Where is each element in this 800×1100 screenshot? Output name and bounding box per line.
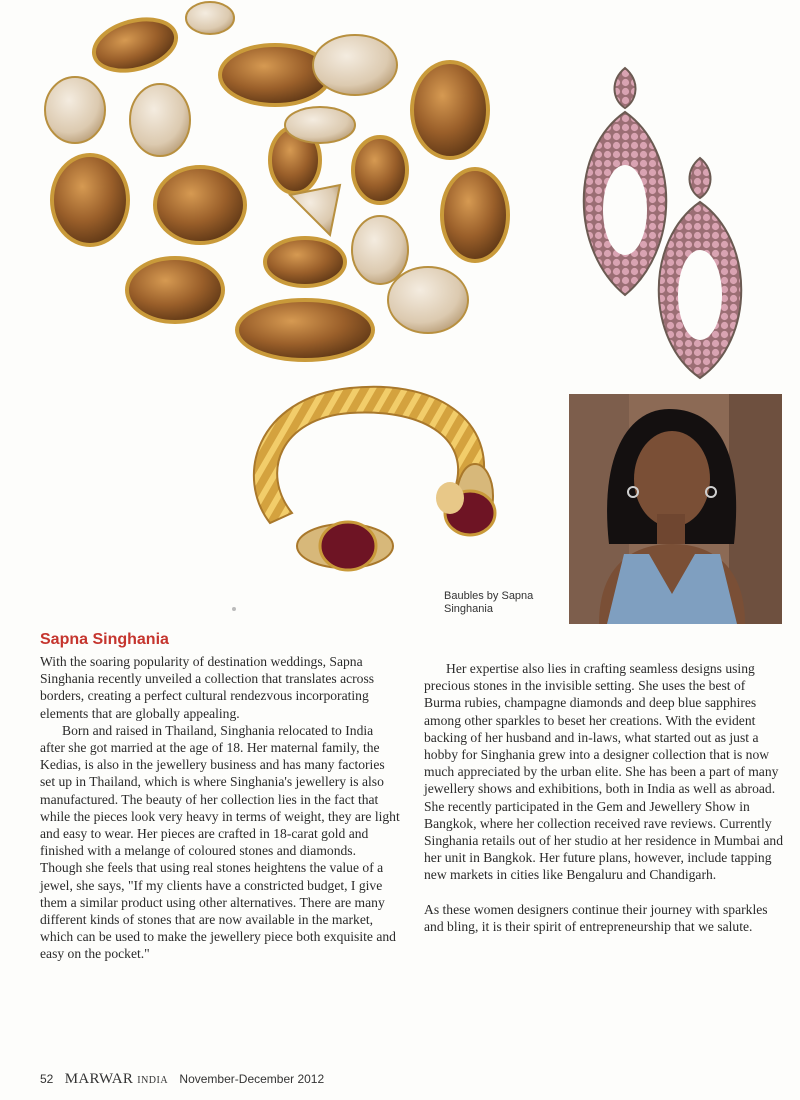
decorative-dot (232, 607, 236, 611)
issue-date: November-December 2012 (179, 1072, 325, 1086)
article-paragraph: With the soaring popularity of destination weddings, Sapna Singhania recently unveiled a collection that translates across borders, creating a perfect cultural rendezvous incorporating elements that are globally appealing. (40, 654, 375, 721)
necklace-image (40, 0, 560, 370)
article-paragraph: Born and raised in Thailand, Singhania relocated to India after she got married at the age of 18. Her maternal family, the Kedias, is also in the jewellery business and has many factories set up in Thailand, which is where Singhania's jewellery is also manufactured. The beauty of her collection lies in the fact that while the pieces look very heavy in terms of weight, they are light and easy to wear. Her pieces are crafted in 18-carat gold and finished with a melange of coloured stones and diamonds. Though she feels that using real stones heightens the value of a jewel, she says, "If my clients have a constricted budget, I give them a similar product using other alternatives. There are many different kinds of stones that are now available in the market, which can be used to make the jewellery piece both exquisite and easy on the pocket." (40, 722, 400, 962)
article-left-column (40, 653, 400, 963)
bangle-image (230, 378, 515, 583)
magazine-name (65, 1071, 168, 1087)
article-paragraph: As these women designers continue their journey with sparkles and bling, it is their spirit of entrepreneurship that we salute. (424, 901, 768, 934)
portrait-photo (569, 394, 782, 624)
earrings-image (540, 60, 780, 380)
article-heading: Sapna Singhania (40, 631, 169, 648)
magazine-name-main: MARWAR (64, 1071, 134, 1087)
photo-caption: Baubles by Sapna Singhania (444, 590, 534, 615)
magazine-name-sub: INDIA (137, 1075, 169, 1086)
page-footer (40, 1071, 324, 1088)
page-number: 52 (40, 1072, 54, 1086)
article-right-column (424, 660, 784, 935)
article-paragraph: Her expertise also lies in crafting seamless designs using precious stones in the invisible setting. She uses the best of Burma rubies, champagne diamonds and deep blue sapphires among other sparkles to beset her creations. With the evident backing of her husband and in-laws, what started out as just a hobby for Singhania grew into a designer collection that is now much appreciated by the urban elite. She has been a part of many jewellery shows and exhibitions, both in India as well as abroad. She recently participated in the Gem and Jewellery Show in Bangkok, where her collection received rave reviews. Currently Singhania retails out of her studio at her residence in Mumbai and her unit in Bangkok. Her future plans, however, include tapping new markets in cities like Bengaluru and Chandigarh. (424, 661, 784, 883)
